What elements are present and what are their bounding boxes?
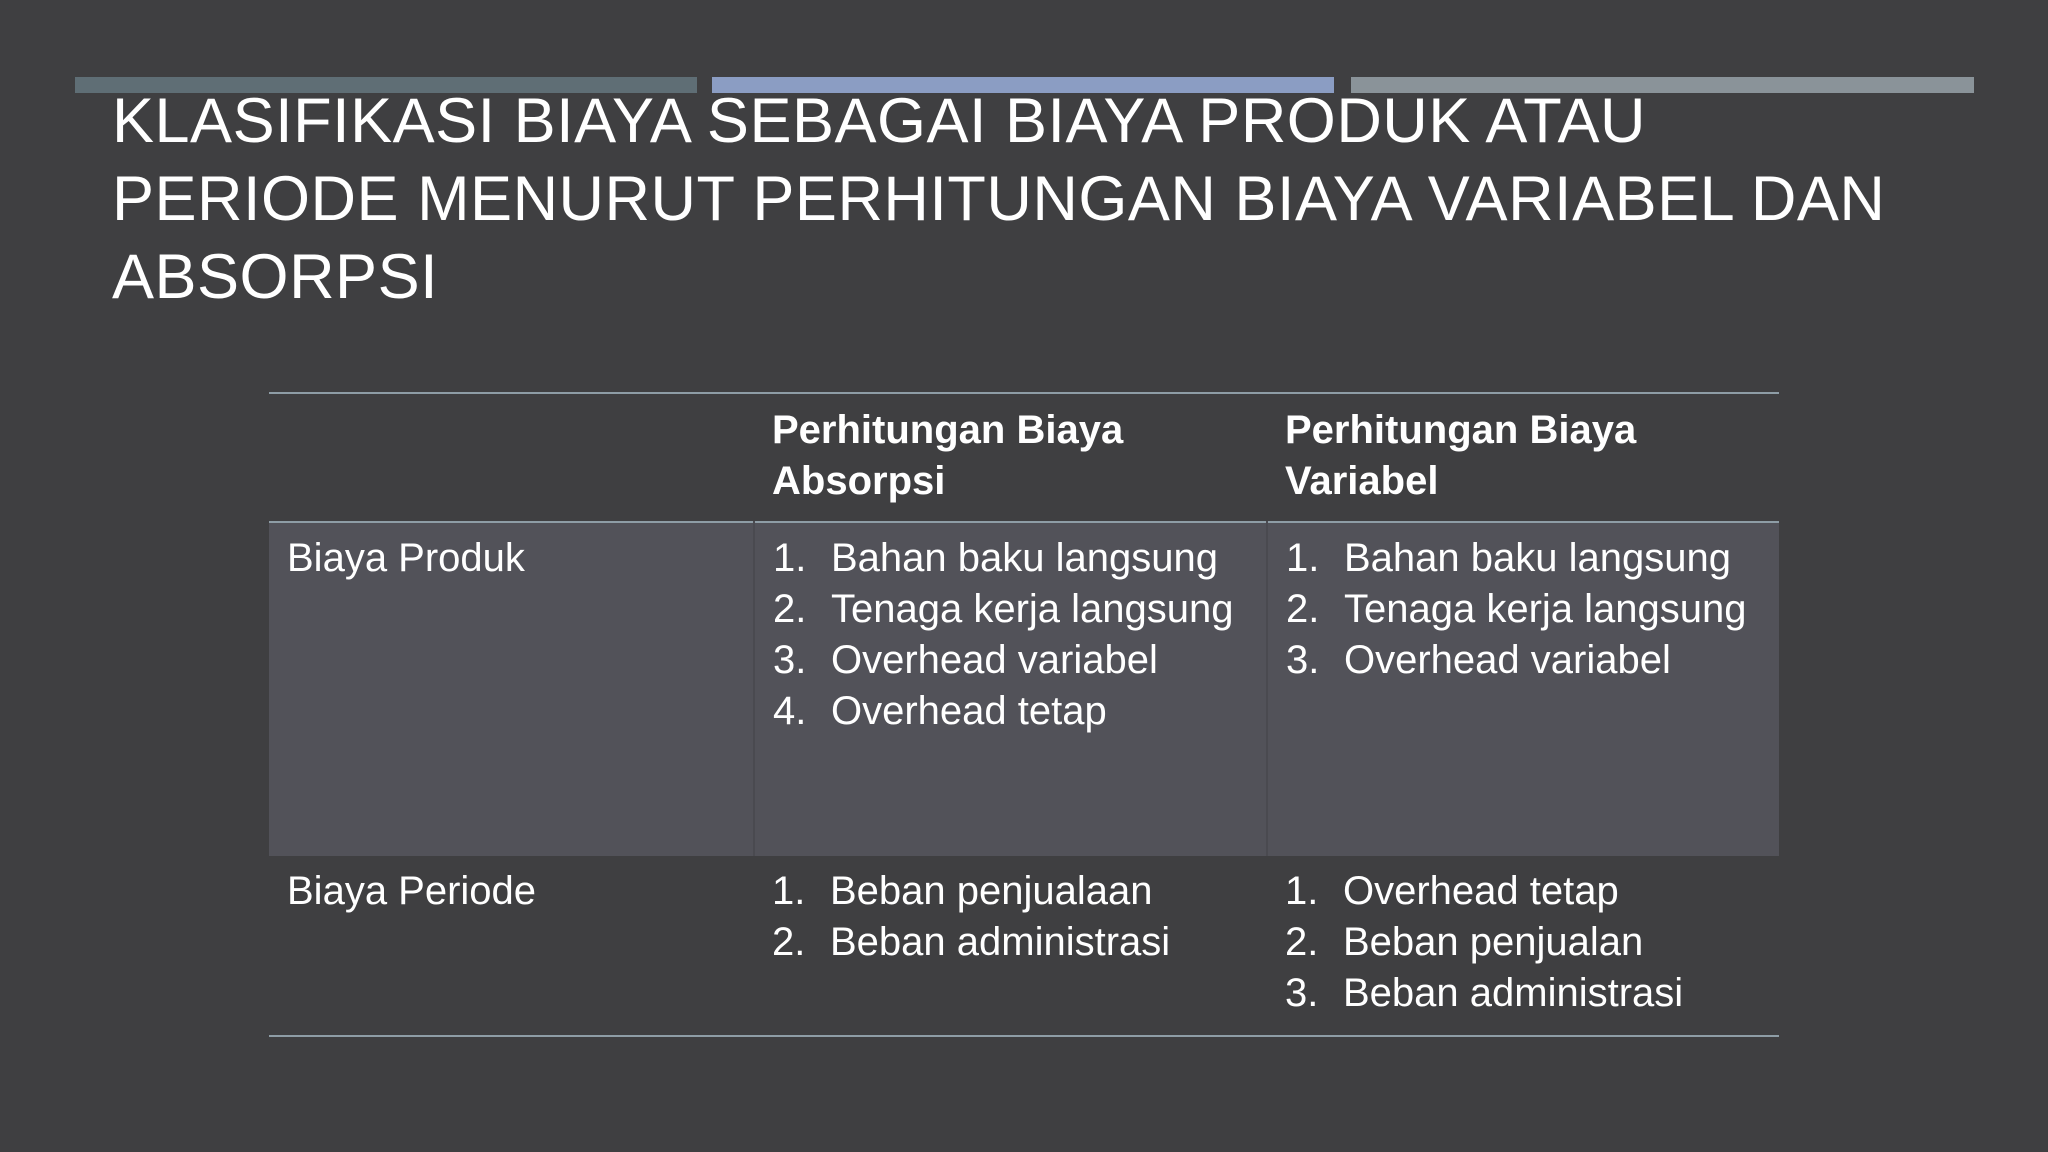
- period-cost-variable-list: [1285, 866, 1761, 1019]
- period-cost-variable-cell: [1267, 856, 1779, 1036]
- list-item: 1. Bahan baku langsung: [773, 536, 1218, 580]
- slide-title: KLASIFIKASI BIAYA SEBAGAI BIAYA PRODUK ATAU PERIODE MENURUT PERHITUNGAN BIAYA VARIABEL DAN ABSORPSI: [112, 86, 1886, 312]
- table-header-row: [269, 393, 1779, 522]
- list-item: 2. Tenaga kerja langsung: [773, 587, 1234, 631]
- list-item: 2. Tenaga kerja langsung: [1286, 587, 1747, 631]
- row-label-period-cost: Biaya Periode: [287, 869, 537, 913]
- list-item: 1. Beban penjualaan: [772, 869, 1153, 913]
- table-row-period-cost: [269, 856, 1779, 1036]
- list-item: 2. Beban penjualan: [1285, 920, 1644, 964]
- list-item: 3. Beban administrasi: [1285, 971, 1684, 1015]
- list-item: 3. Overhead variabel: [1286, 638, 1671, 682]
- product-cost-variable-cell: [1267, 522, 1779, 856]
- header-empty-cell: [269, 393, 754, 522]
- row-label-product-cost: Biaya Produk: [269, 522, 754, 856]
- product-cost-absorption-list: [773, 533, 1248, 737]
- period-cost-absorption-list: [772, 866, 1249, 968]
- list-item: 3. Overhead variabel: [773, 638, 1158, 682]
- list-item: 4. Overhead tetap: [773, 689, 1107, 733]
- list-item: 2. Beban administrasi: [772, 920, 1171, 964]
- header-absorption-costing: Perhitungan Biaya Absorpsi: [772, 408, 1124, 503]
- list-item: 1. Bahan baku langsung: [1286, 536, 1731, 580]
- period-cost-absorption-cell: [754, 856, 1267, 1036]
- product-cost-absorption-cell: [754, 522, 1267, 856]
- table-row-product-cost: [269, 522, 1779, 856]
- product-cost-variable-list: [1286, 533, 1761, 686]
- header-variable-costing: Perhitungan Biaya Variabel: [1285, 408, 1637, 503]
- cost-classification-table: [269, 392, 1779, 1037]
- list-item: 1. Overhead tetap: [1285, 869, 1619, 913]
